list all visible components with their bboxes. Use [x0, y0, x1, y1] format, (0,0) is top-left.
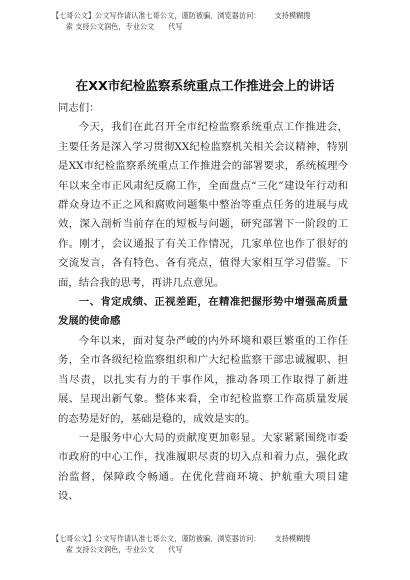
- header-watermark: [52, 10, 372, 32]
- watermark-line-2: [52, 544, 372, 555]
- paragraph: 一是服务中心大局的贡献度更加彰显。大家紧紧围绕市委市政府的中心工作，找准履职尽责的切入点和着力点，强化政治监督，保障政令畅通。在优化营商环境、护航重大项目建设、: [58, 431, 348, 503]
- watermark-line-1: [52, 533, 372, 544]
- watermark-text-tail: 代写: [168, 545, 183, 554]
- watermark-text: 索 支持公文润色，专业公文: [65, 545, 155, 554]
- watermark-text: 【七哥公文】公文写作请认准七哥公文，谨防被骗，浏览器访问：: [52, 11, 261, 20]
- watermark-line-2: [52, 21, 372, 32]
- watermark-text: 【七哥公文】公文写作请认准七哥公文，谨防被骗，浏览器访问：: [52, 534, 261, 543]
- footer-watermark: [52, 533, 372, 555]
- document-body: [58, 99, 348, 507]
- watermark-line-1: [52, 10, 372, 21]
- watermark-text-tail: 支持模糊搜: [274, 534, 311, 543]
- paragraph: 今年以来，面对复杂严峻的内外环境和艰巨繁重的工作任务，全市各级纪检监察组织和广大纪检监察干部忠诚履职、担当尽责，以扎实有力的干事作风，推动各项工作取得了新进展、呈现出新气象。整体来看，全市纪检监察工作高质量发展的态势是好的，基础是稳的，成效是实的。: [58, 334, 348, 425]
- paragraph: 今天，我们在此召开全市纪检监察系统重点工作推进会，主要任务是深入学习贯彻XX纪检监察机关相关会议精神，特别是XX市纪检监察系统重点工作推进会的部署要求，系统梳理今年以来全市正风肃纪反腐工作，全面盘点“三化”建设年行动和群众身边不正之风和腐败问题集中整治等重点任务的进展与成效，深入剖析当前存在的短板与问题，研究部署下一阶段的工作。刚才，会议通报了有关工作情况，几家单位也作了很好的交流发言，各有特色、各有亮点，值得大家相互学习借鉴。下面，结合我的思考，再讲几点意见。: [58, 121, 348, 289]
- watermark-text: 索 支持公文润色，专业公文: [65, 22, 155, 31]
- section-heading: 一、肯定成绩、正视差距，在精准把握形势中增强高质量发展的使命感: [58, 296, 348, 328]
- watermark-text-tail: 代写: [168, 22, 183, 31]
- salutation: 同志们：: [58, 102, 100, 114]
- watermark-text-tail: 支持模糊搜: [274, 11, 311, 20]
- document-title: 在XX市纪检监察系统重点工作推进会上的讲话: [75, 78, 335, 93]
